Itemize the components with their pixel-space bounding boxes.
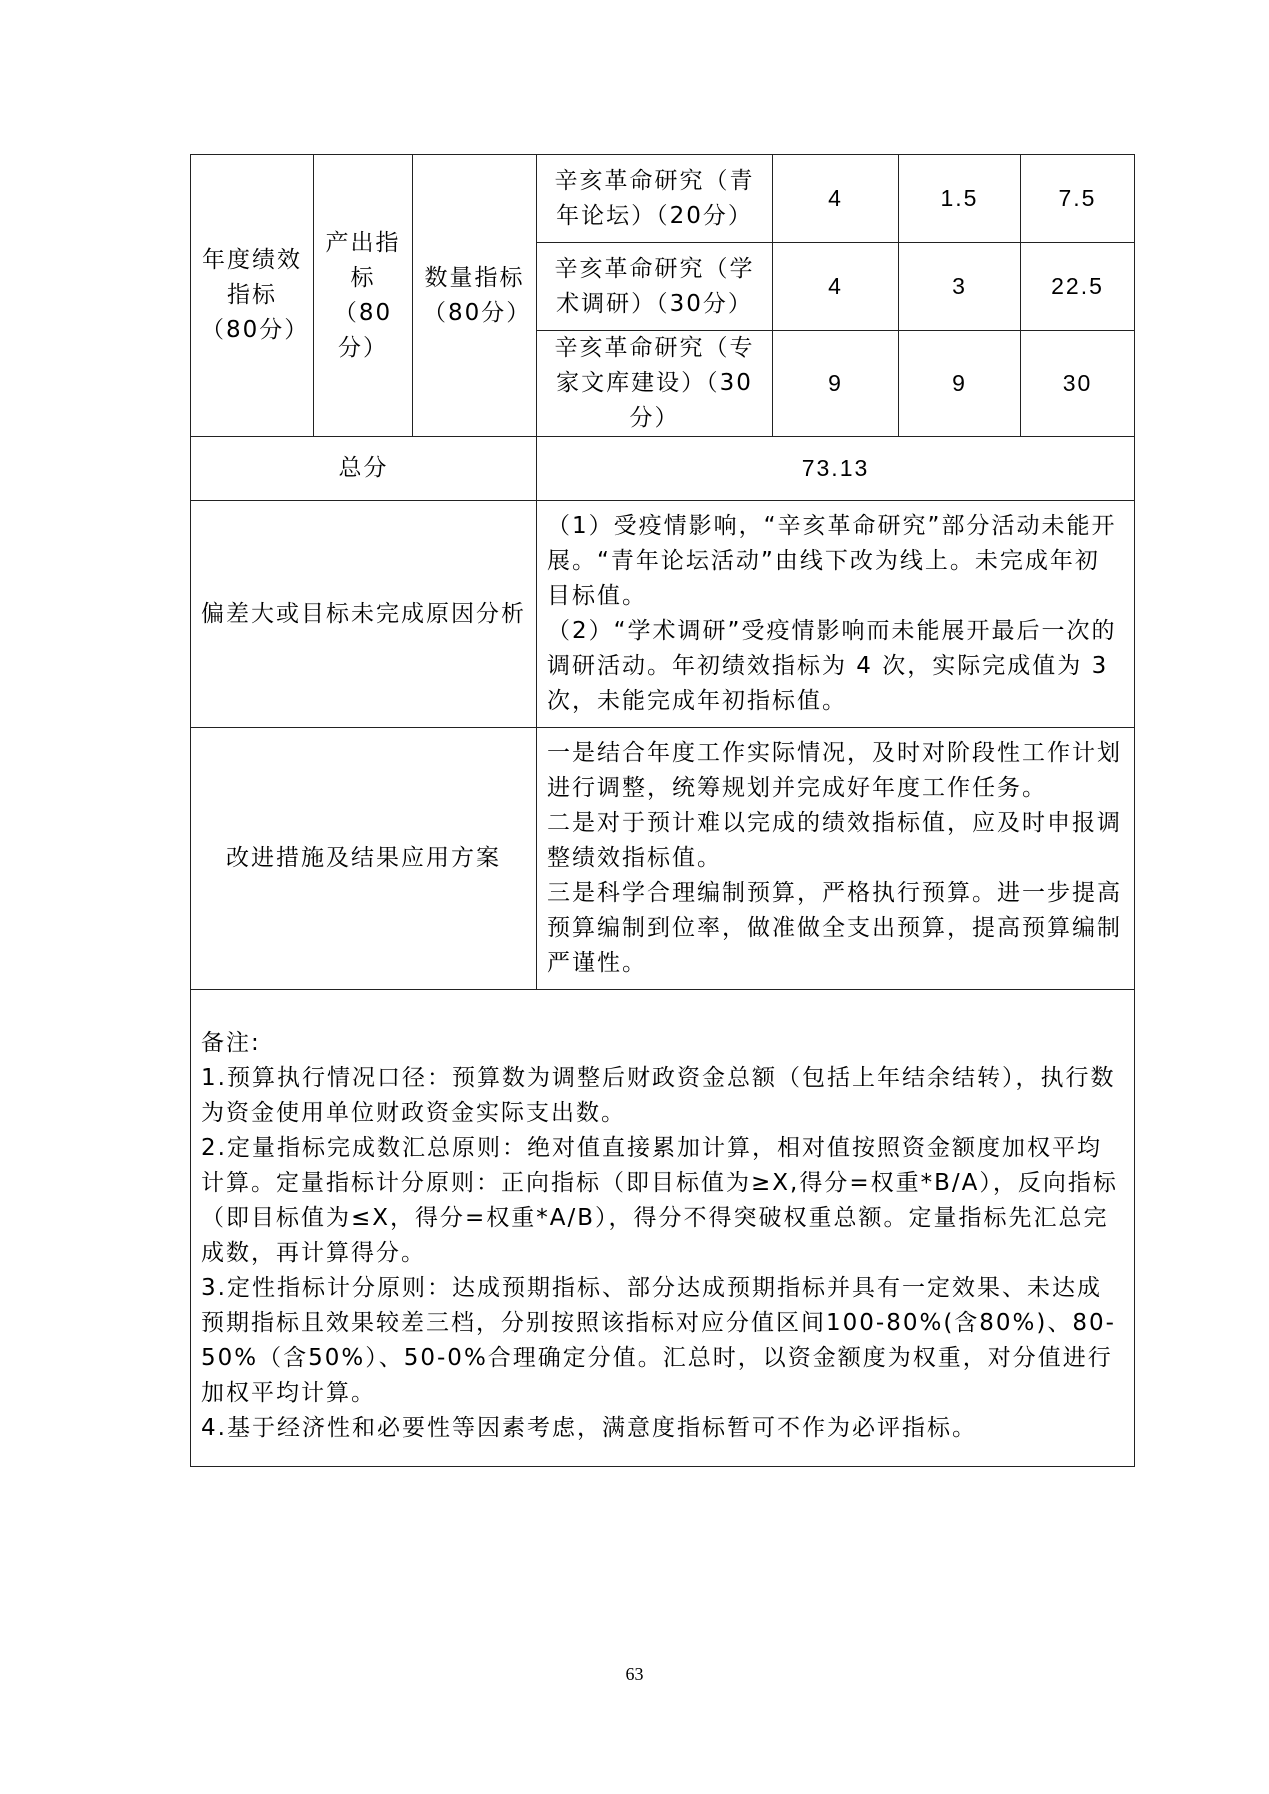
deviation-paragraph: （2）“学术调研”受疫情影响而未能展开最后一次的调研活动。年初绩效指标为 4 次，实际完成值为 3 次，未能完成年初指标值。	[547, 618, 1117, 714]
total-row	[191, 437, 1135, 501]
deviation-row	[191, 501, 1135, 728]
indicator-name: 辛亥革命研究（学术调研）（30分）	[537, 243, 773, 331]
note-item: 3.定性指标计分原则：达成预期指标、部分达成预期指标并具有一定效果、未达成预期指标且效果较差三档，分别按照该指标对应分值区间100-80%(含80%)、80-50%（含50%）、50-0%合理确定分值。汇总时，以资金额度为权重，对分值进行加权平均计算。	[201, 1275, 1116, 1406]
improvement-paragraph: 二是对于预计难以完成的绩效指标值，应及时申报调整绩效指标值。	[547, 810, 1122, 871]
indicator-name: 辛亥革命研究（青年论坛）（20分）	[537, 155, 773, 243]
indicator-actual: 9	[899, 331, 1021, 437]
annual-indicator-label: 年度绩效指标（80分）	[191, 155, 314, 437]
indicator-target: 9	[773, 331, 899, 437]
note-item: 2.定量指标完成数汇总原则：绝对值直接累加计算，相对值按照资金额度加权平均计算。定量指标计分原则：正向指标（即目标值为≥X,得分=权重*B/A），反向指标（即目标值为≤X，得分=权重*A/B），得分不得突破权重总额。定量指标先汇总完成数，再计算得分。	[201, 1135, 1118, 1266]
note-item: 1.预算执行情况口径：预算数为调整后财政资金总额（包括上年结余结转），执行数为资金使用单位财政资金实际支出数。	[201, 1065, 1116, 1126]
improvement-paragraph: 三是科学合理编制预算，严格执行预算。进一步提高预算编制到位率，做准做全支出预算，提高预算编制严谨性。	[547, 880, 1122, 976]
deviation-text	[537, 501, 1135, 728]
indicator-actual: 1.5	[899, 155, 1021, 243]
indicator-actual: 3	[899, 243, 1021, 331]
performance-table	[190, 154, 1135, 1467]
indicator-score: 22.5	[1021, 243, 1135, 331]
total-value: 73.13	[537, 437, 1135, 501]
notes-cell	[191, 990, 1135, 1467]
indicator-row	[191, 155, 1135, 243]
indicator-name: 辛亥革命研究（专家文库建设）（30分）	[537, 331, 773, 437]
quantity-indicator-label: 数量指标（80分）	[413, 155, 537, 437]
notes-title: 备注:	[201, 1030, 261, 1056]
indicator-score: 30	[1021, 331, 1135, 437]
indicator-target: 4	[773, 155, 899, 243]
improvement-label: 改进措施及结果应用方案	[191, 728, 537, 990]
indicator-target: 4	[773, 243, 899, 331]
deviation-paragraph: （1）受疫情影响，“辛亥革命研究”部分活动未能开展。“青年论坛活动”由线下改为线上。未完成年初目标值。	[547, 513, 1117, 609]
notes-row	[191, 990, 1135, 1467]
note-item: 4.基于经济性和必要性等因素考虑，满意度指标暂可不作为必评指标。	[201, 1415, 977, 1441]
output-indicator-label: 产出指标（80分）	[314, 155, 413, 437]
deviation-label: 偏差大或目标未完成原因分析	[191, 501, 537, 728]
improvement-text	[537, 728, 1135, 990]
total-label: 总分	[191, 437, 537, 501]
improvement-row	[191, 728, 1135, 990]
page-number: 63	[625, 1664, 644, 1684]
indicator-score: 7.5	[1021, 155, 1135, 243]
improvement-paragraph: 一是结合年度工作实际情况，及时对阶段性工作计划进行调整，统筹规划并完成好年度工作任务。	[547, 740, 1122, 801]
